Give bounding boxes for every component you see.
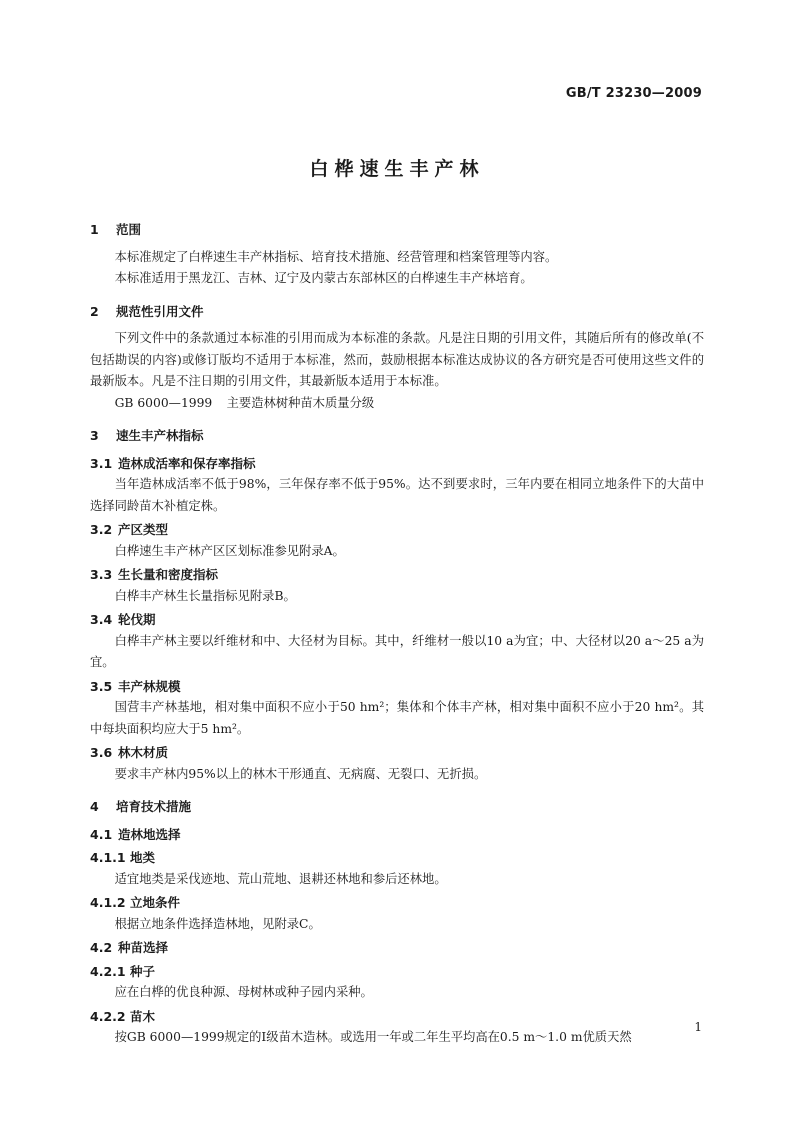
- normative-reference: GB 6000—1999 主要造林树种苗木质量分级: [114, 395, 375, 410]
- paragraph: 国营丰产林基地，相对集中面积不应小于50 hm²；集体和个体丰产林，相对集中面积不应小于20 hm²。其中每块面积均应大于5 hm²。: [90, 700, 704, 736]
- document-title: 白桦速生丰产林: [309, 158, 485, 180]
- section-4-2-2-heading: 4.2.2 苗木: [90, 1008, 156, 1024]
- section-3-2-heading: 3.2 产区类型: [90, 522, 169, 537]
- paragraph: 下列文件中的条款通过本标准的引用而成为本标准的条款。凡是注日期的引用文件，其随后所有的修改单(不包括勘误的内容)或修订版均不适用于本标准，然而，鼓励根据本标准达成协议的各方研究是否可使用这些文件的最新版本。凡是不注日期的引用文件，其最新版本适用于本标准。: [90, 331, 704, 388]
- document-body: [90, 219, 704, 1049]
- section-4-1-2-heading: 4.1.2 立地条件: [90, 895, 181, 910]
- section-4-2-heading: 4.2 种苗选择: [90, 940, 169, 955]
- paragraph: 白桦丰产林生长量指标见附录B。: [114, 588, 296, 603]
- section-3-1-heading: 3.1 造林成活率和保存率指标: [90, 455, 256, 471]
- paragraph: 本标准规定了白桦速生丰产林指标、培育技术措施、经营管理和档案管理等内容。: [114, 249, 558, 264]
- section-3-6-heading: 3.6 林木材质: [90, 745, 169, 760]
- paragraph: 当年造林成活率不低于98%，三年保存率不低于95%。达不到要求时，三年内要在相同立地条件下的大苗中选择同龄苗木补植定株。: [90, 477, 704, 513]
- section-2-heading: 2 规范性引用文件: [90, 303, 204, 319]
- page-number: 1: [694, 1020, 702, 1034]
- section-4-1-1-heading: 4.1.1 地类: [90, 850, 156, 865]
- section-3-3-heading: 3.3 生长量和密度指标: [90, 567, 219, 582]
- section-4-1-heading: 4.1 造林地选择: [90, 826, 181, 842]
- section-3-4-heading: 3.4 轮伐期: [90, 612, 156, 627]
- paragraph: 应在白桦的优良种源、母树林或种子园内采种。: [114, 985, 373, 999]
- section-3-heading: 3 速生丰产林指标: [90, 428, 204, 443]
- paragraph: 白桦速生丰产林产区区划标准参见附录A。: [114, 543, 345, 558]
- section-1-heading: 1 范围: [90, 222, 142, 237]
- section-4-2-1-heading: 4.2.1 种子: [90, 963, 156, 979]
- paragraph: 本标准适用于黑龙江、吉林、辽宁及内蒙古东部林区的白桦速生丰产林培育。: [114, 271, 533, 285]
- paragraph: 按GB 6000—1999规定的Ⅰ级苗木造林。或选用一年或二年生平均高在0.5 m～1.0 m优质天然: [114, 1030, 632, 1044]
- standard-number: GB/T 23230—2009: [565, 86, 702, 101]
- section-4-heading: 4 培育技术措施: [90, 799, 192, 814]
- paragraph: 白桦丰产林主要以纤维材和中、大径材为目标。其中，纤维材一般以10 a为宜；中、大径材以20 a～25 a为宜。: [90, 633, 704, 669]
- paragraph: 根据立地条件选择造林地，见附录C。: [114, 916, 321, 931]
- section-3-5-heading: 3.5 丰产林规模: [90, 678, 181, 694]
- paragraph: 要求丰产林内95%以上的林木干形通直、无病腐、无裂口、无折损。: [114, 766, 487, 781]
- paragraph: 适宜地类是采伐迹地、荒山荒地、退耕还林地和参后还林地。: [114, 871, 447, 886]
